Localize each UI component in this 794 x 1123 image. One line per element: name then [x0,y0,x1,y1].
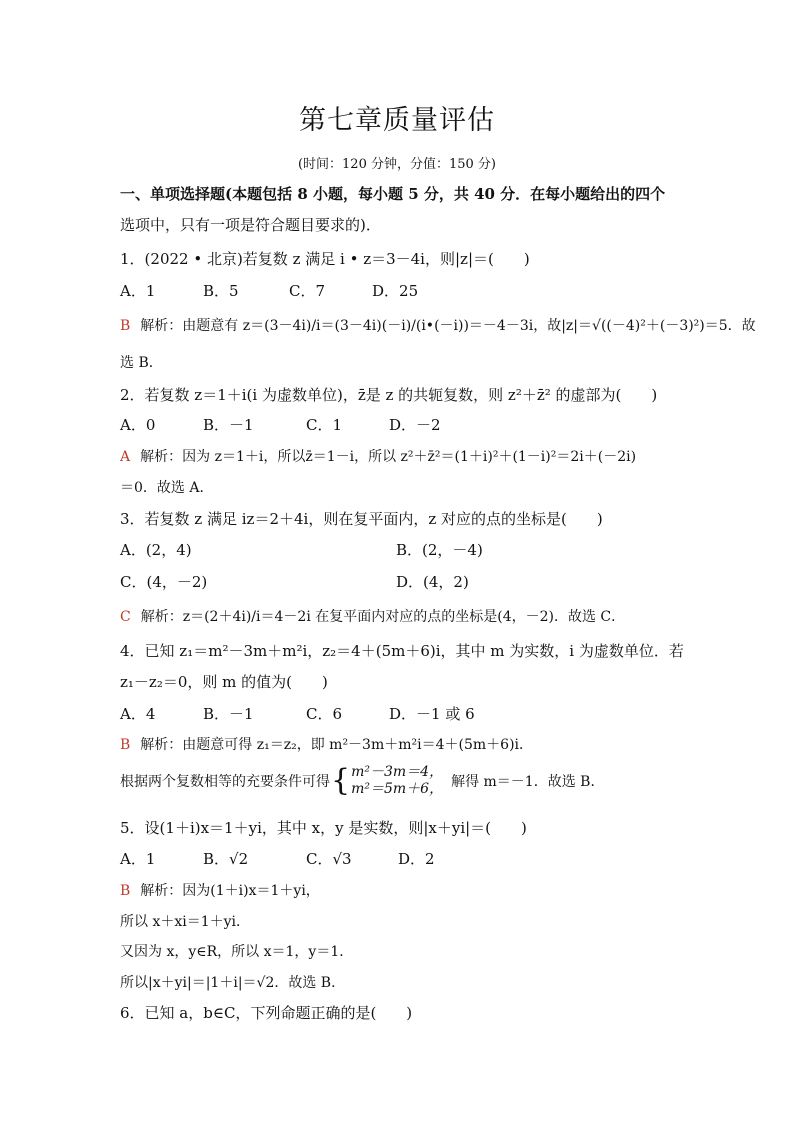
q5-solution-text: 解析：因为(1＋i)x＝1＋yi， [140,883,320,899]
q2-answer: A [120,449,131,465]
q2-option-c: C．1 [306,416,343,434]
q4-option-d: D．－1 或 6 [389,705,475,723]
q1-solution-text: 解析：由题意有 z＝(3－4i)/i＝(3－4i)(－i)/(i•(－i))＝－4－3i，故|z|＝√((－4)²＋(－3)²)＝5．故 [140,318,756,334]
q4-system-result: 解得 m＝－1．故选 B． [451,774,605,790]
page-title: 第七章质量评估 [299,105,495,136]
q3-option-d: D．(4，2) [396,573,469,591]
section-heading-cont: 选项中，只有一项是符合题目要求的)． [120,216,381,234]
q4-option-b: B．－1 [203,705,254,723]
q1-solution-cont: 选 B． [120,355,163,371]
q4-solution [120,734,533,754]
q3-answer: C [120,609,131,625]
q2-option-a: A．0 [120,416,156,434]
q5-option-b: B．√2 [203,850,249,868]
q3-option-b: B．(2，－4) [396,541,483,559]
question-2-stem: 2．若复数 z＝1＋i(i 为虚数单位)，z̄是 z 的共轭复数，则 z²＋z̄² 的虚部为( ) [120,386,658,404]
q1-solution [120,315,756,335]
q2-solution [120,446,636,466]
q1-answer: B [120,318,131,334]
q5-solution-line4: 所以|x＋yi|＝|1＋i|＝√2．故选 B． [120,975,346,991]
q5-option-c: C．√3 [306,850,352,868]
q4-option-a: A．4 [120,705,156,723]
question-6-stem: 6．已知 a，b∈C，下列命题正确的是( ) [120,1004,413,1022]
q5-solution-line2: 所以 x＋xi＝1＋yi． [120,914,251,930]
brace-icon: { [331,763,351,798]
q2-solution-cont: ＝0．故选 A． [120,480,214,496]
q4-equation-1: m²－3m＝4， [351,764,444,780]
q3-solution [120,606,625,626]
q1-option-a: A．1 [120,282,156,300]
q1-option-c: C．7 [289,282,326,300]
q1-option-d: D．25 [372,282,419,300]
q1-option-b: B．5 [203,282,239,300]
q4-system-lead: 根据两个复数相等的充要条件可得 [120,774,330,790]
question-3-stem: 3．若复数 z 满足 iz＝2＋4i，则在复平面内，z 对应的点的坐标是( ) [120,510,603,528]
q4-answer: B [120,737,131,753]
q4-solution-text: 解析：由题意可得 z₁＝z₂，即 m²－3m＋m²i＝4＋(5m＋6)i． [140,737,534,753]
q3-option-c: C．(4，－2) [120,573,208,591]
q2-option-d: D．－2 [389,416,441,434]
question-4-stem: 4．已知 z₁＝m²－3m＋m²i，z₂＝4＋(5m＋6)i，其中 m 为实数，i 为虚数单位．若 [120,642,684,660]
question-5-stem: 5．设(1＋i)x＝1＋yi，其中 x，y 是实数，则|x＋yi|＝( ) [120,819,527,837]
q5-option-a: A．1 [120,850,156,868]
q5-solution [120,880,320,900]
q5-solution-line3: 又因为 x，y∈R，所以 x＝1，y＝1． [120,944,354,960]
question-4-stem-cont: z₁－z₂＝0，则 m 的值为( ) [120,673,328,691]
section-heading: 一、单项选择题(本题包括 8 小题，每小题 5 分，共 40 分．在每小题给出的四个 [120,185,666,203]
exam-info: (时间：120 分钟，分值：150 分) [297,157,497,172]
q3-solution-text: 解析：z＝(2＋4i)/i＝4－2i 在复平面内对应的点的坐标是(4，－2)．故选 C． [140,609,626,625]
q5-option-d: D．2 [398,850,435,868]
q2-solution-text: 解析：因为 z＝1＋i，所以z̄＝1－i，所以 z²＋z̄²＝(1＋i)²＋(1－i)²＝2i＋(－2i) [140,449,637,465]
q3-option-a: A．(2，4) [120,541,192,559]
q2-option-b: B．－1 [203,416,254,434]
q4-equation-2: m²＝5m＋6， [351,781,444,797]
q4-solution-system [120,764,604,798]
q5-answer: B [120,883,131,899]
q4-option-c: C．6 [306,705,343,723]
q4-equation-system [351,764,443,798]
question-1-stem: 1．(2022 • 北京)若复数 z 满足 i • z＝3－4i，则|z|＝( ) [120,250,530,268]
